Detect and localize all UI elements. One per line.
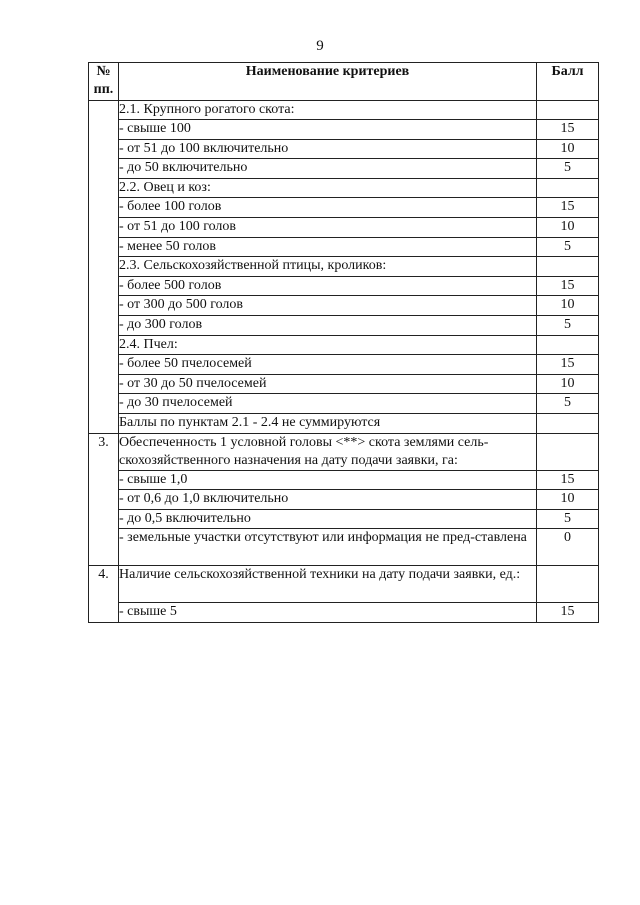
table-row bbox=[89, 509, 599, 529]
criteria-score: 15 bbox=[537, 276, 599, 296]
criteria-score: 15 bbox=[537, 355, 599, 375]
header-score: Балл bbox=[537, 63, 599, 101]
criteria-name: - более 100 голов bbox=[119, 198, 537, 218]
table-row bbox=[89, 335, 599, 355]
table-row bbox=[89, 470, 599, 490]
criteria-name: - до 0,5 включительно bbox=[119, 509, 537, 529]
table-row bbox=[89, 101, 599, 120]
table-row bbox=[89, 178, 599, 198]
table-row bbox=[89, 276, 599, 296]
criteria-score: 10 bbox=[537, 374, 599, 394]
criteria-name: - от 0,6 до 1,0 включительно bbox=[119, 490, 537, 510]
criteria-score bbox=[537, 433, 599, 470]
table-row bbox=[89, 529, 599, 566]
table-header-row bbox=[89, 63, 599, 101]
criteria-name: - до 30 пчелосемей bbox=[119, 394, 537, 414]
criteria-name: - свыше 1,0 bbox=[119, 470, 537, 490]
criteria-name: - до 50 включительно bbox=[119, 159, 537, 179]
criteria-score bbox=[537, 413, 599, 433]
table-row bbox=[89, 433, 599, 470]
criteria-name: - более 50 пчелосемей bbox=[119, 355, 537, 375]
criteria-score bbox=[537, 178, 599, 198]
criteria-name: - от 51 до 100 включительно bbox=[119, 139, 537, 159]
criteria-score: 10 bbox=[537, 490, 599, 510]
criteria-score: 5 bbox=[537, 394, 599, 414]
criteria-name: 2.1. Крупного рогатого скота: bbox=[119, 101, 537, 120]
criteria-name: Наличие сельскохозяйственной техники на дату подачи заявки, ед.: bbox=[119, 566, 537, 603]
criteria-score: 0 bbox=[537, 529, 599, 566]
criteria-score: 15 bbox=[537, 198, 599, 218]
criteria-name: 2.4. Пчел: bbox=[119, 335, 537, 355]
criteria-table bbox=[88, 62, 599, 623]
table-row bbox=[89, 413, 599, 433]
table-row bbox=[89, 490, 599, 510]
criteria-name: 2.3. Сельскохозяйственной птицы, кроликов: bbox=[119, 257, 537, 277]
header-criteria-name: Наименование критериев bbox=[119, 63, 537, 101]
page-number: 9 bbox=[316, 38, 324, 54]
criteria-score bbox=[537, 335, 599, 355]
table-row bbox=[89, 159, 599, 179]
table-row bbox=[89, 198, 599, 218]
criteria-name: - от 30 до 50 пчелосемей bbox=[119, 374, 537, 394]
table-row bbox=[89, 257, 599, 277]
table-row bbox=[89, 217, 599, 237]
criteria-score: 15 bbox=[537, 470, 599, 490]
criteria-score: 5 bbox=[537, 509, 599, 529]
criteria-score: 10 bbox=[537, 139, 599, 159]
table-row bbox=[89, 566, 599, 603]
row-number: 3. bbox=[89, 433, 119, 566]
criteria-name: - земельные участки отсутствуют или информация не пред-ставлена bbox=[119, 529, 537, 566]
table-row bbox=[89, 296, 599, 316]
table-row bbox=[89, 603, 599, 623]
criteria-name: Баллы по пунктам 2.1 - 2.4 не суммируются bbox=[119, 413, 537, 433]
criteria-score bbox=[537, 566, 599, 603]
table-row bbox=[89, 374, 599, 394]
criteria-name: - более 500 голов bbox=[119, 276, 537, 296]
row-number: 4. bbox=[89, 566, 119, 623]
table-row bbox=[89, 139, 599, 159]
criteria-name: - от 51 до 100 голов bbox=[119, 217, 537, 237]
criteria-score: 15 bbox=[537, 120, 599, 140]
criteria-score: 5 bbox=[537, 315, 599, 335]
criteria-score: 15 bbox=[537, 603, 599, 623]
criteria-score: 10 bbox=[537, 296, 599, 316]
criteria-score: 5 bbox=[537, 237, 599, 257]
criteria-name: - свыше 5 bbox=[119, 603, 537, 623]
criteria-name: - от 300 до 500 голов bbox=[119, 296, 537, 316]
criteria-name: - менее 50 голов bbox=[119, 237, 537, 257]
criteria-name: - до 300 голов bbox=[119, 315, 537, 335]
criteria-name: Обеспеченность 1 условной головы <**> скота землями сель-скохозяйственного назначения на дату подачи заявки, га: bbox=[119, 433, 537, 470]
table-row bbox=[89, 315, 599, 335]
header-number: № пп. bbox=[89, 63, 119, 101]
criteria-score bbox=[537, 101, 599, 120]
criteria-name: - свыше 100 bbox=[119, 120, 537, 140]
table-row bbox=[89, 394, 599, 414]
table-row bbox=[89, 355, 599, 375]
criteria-name: 2.2. Овец и коз: bbox=[119, 178, 537, 198]
criteria-score: 5 bbox=[537, 159, 599, 179]
criteria-score bbox=[537, 257, 599, 277]
table-row bbox=[89, 120, 599, 140]
row-number bbox=[89, 101, 119, 434]
table-row bbox=[89, 237, 599, 257]
criteria-table-body bbox=[89, 101, 599, 623]
criteria-score: 10 bbox=[537, 217, 599, 237]
